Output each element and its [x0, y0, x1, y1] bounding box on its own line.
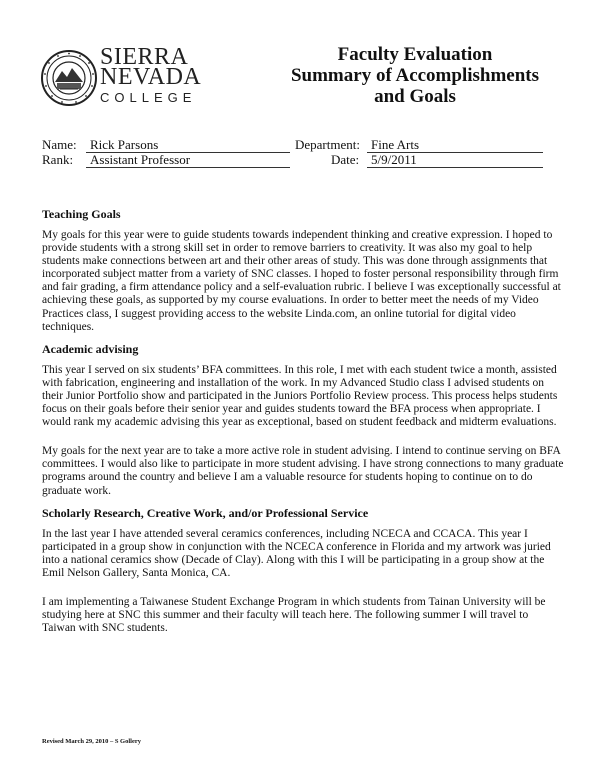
date-label: Date:	[331, 152, 360, 167]
logo-line-3: COLLEGE	[100, 90, 197, 105]
spacer	[42, 437, 564, 445]
logo-line-1: SIERRA	[100, 44, 189, 70]
academic-advising-paragraph-1: This year I served on six students’ BFA committees. In this role, I met with each student twice a month, assisted with fabrication, engineering and installation of the work. In my Advanced Studio class I advised students on their Junior Portfolio show and participated in the Juniors Portfolio Review process. This process helps students focus on their goals before their senior year and guides students toward the BFA process when appropriate. I would rank my academic advising this year as exceptional, based on student feedback and midterm evaluations.	[42, 363, 558, 429]
title-line-3: and Goals	[374, 86, 456, 107]
research-heading: Scholarly Research, Creative Work, and/or Professional Service	[42, 505, 369, 520]
rank-label: Rank:	[42, 152, 74, 167]
logo-wordmark	[100, 44, 202, 105]
academic-advising-paragraph-2: My goals for the next year are to take a more active role in student advising. I intend to continue serving on BFA committees. I would also like to participate in more student advising. I have strong connections to many graduate programs around the country and believe I am a valuable resource for students hoping to continue on to do graduate work.	[42, 445, 564, 497]
academic-advising-heading: Academic advising	[42, 341, 139, 356]
document-title	[240, 44, 590, 107]
department-label: Department:	[295, 137, 360, 152]
college-logo	[40, 44, 202, 109]
date-value: 5/9/2011	[367, 152, 543, 168]
name-label: Name:	[42, 137, 77, 152]
title-line-1: Faculty Evaluation	[337, 44, 493, 65]
title-line-2: Summary of Accomplishments	[290, 65, 540, 86]
research-paragraph-1: In the last year I have attended several ceramics conferences, including NCECA and CCACA. This year I participated in a group show in conjunction with the NCECA conference in Florida and my artwork was juried into a national ceramics show (Decade of Clay). Along with this I will be participating in a group show at the Emil Nelson Gallery, Santa Monica, CA.	[42, 527, 551, 579]
teaching-goals-heading: Teaching Goals	[42, 207, 121, 221]
college-seal-icon	[40, 49, 98, 107]
name-value: Rick Parsons	[86, 137, 290, 153]
spacer	[42, 588, 564, 596]
department-value: Fine Arts	[367, 137, 543, 153]
evaluation-body	[42, 207, 564, 643]
revision-footer: Revised March 29, 2010 – S Gollery	[42, 738, 141, 745]
research-paragraph-2: I am implementing a Taiwanese Student Exchange Program in which students from Tainan University will be studying here at SNC this summer and their faculty will teach here. The following summer I will travel to Taiwan with SNC students.	[42, 595, 546, 635]
teaching-goals-paragraph: My goals for this year were to guide students towards independent thinking and creative expression. I hoped to provide students with a strong skill set in order to remove barriers to creativity. It was also my goal to help students make connections between art and their other areas of study. This was done through assignments that incorporated subject matter from a variety of SNC classes. I hoped to foster personal responsibility through firm and fair grading, a firm attendance policy and a self-evaluation rubric. I believe I was exceptionally successful at achieving these goals, as supported by my course evaluations. In order to better meet the needs of my Video Practices class, I suggest providing access to the website Linda.com, an online tutorial for digital video techniques.	[42, 229, 561, 333]
rank-value: Assistant Professor	[86, 152, 290, 168]
logo-line-2: NEVADA	[100, 64, 202, 90]
